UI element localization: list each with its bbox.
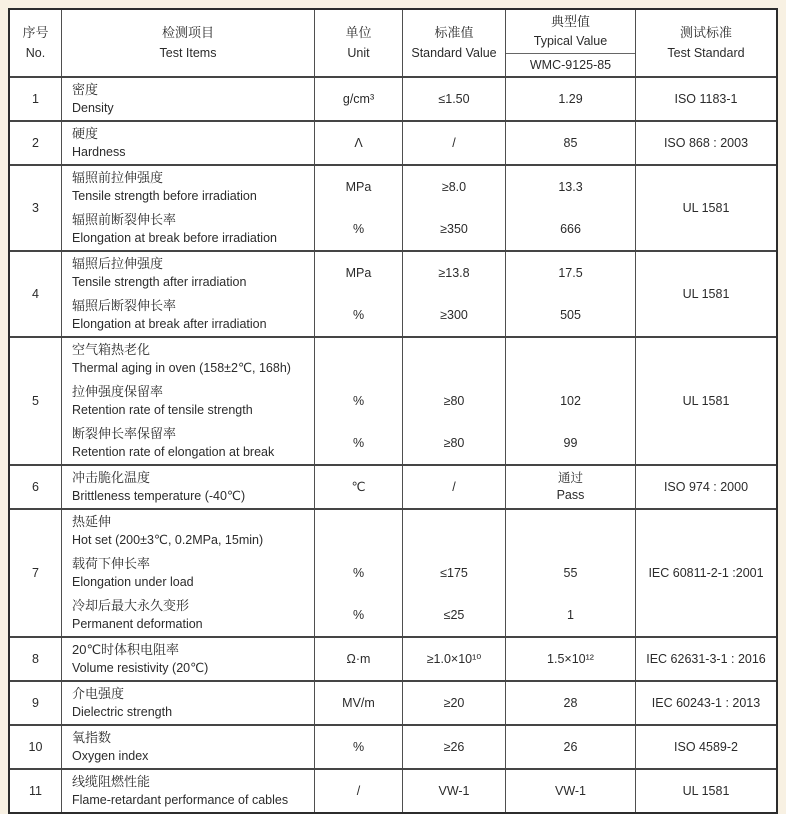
standard-value [403,338,506,380]
test-item-en: Tensile strength after irradiation [72,275,247,289]
standard-value: ≥1.0×10¹⁰ [403,638,506,680]
standard-value: / [403,122,506,164]
standard-value: ≤25 [403,594,506,636]
typical-value [506,510,636,552]
standard-value: ≥300 [403,294,506,336]
row-number: 10 [10,726,62,768]
test-item-cn: 空气箱热老化 [72,342,151,357]
typical-value: 85 [506,122,636,164]
test-standard-value: ISO 1183-1 [674,91,738,106]
test-standard-value: ISO 868 : 2003 [663,135,749,150]
typical-value: 102 [506,380,636,422]
standard-value: ≥80 [403,422,506,464]
table-row [10,508,776,636]
typical-value: 1 [506,594,636,636]
test-standard-value: IEC 60811-2-1 :2001 [648,565,764,580]
test-item-en: Thermal aging in oven (158±2℃, 168h) [72,361,291,375]
typical-value: VW-1 [506,770,636,812]
header-test-standard-cn: 测试标准 [679,25,732,40]
unit-value: g/cm³ [315,78,403,120]
header-standard-value-cn: 标准值 [434,25,474,40]
header-typical-value-top [506,10,635,53]
test-item-en: Elongation at break after irradiation [72,317,267,331]
test-item-en: Retention rate of elongation at break [72,445,275,459]
test-item-en: Flame-retardant performance of cables [72,793,289,807]
unit-value: Ω·m [315,638,403,680]
header-typical-value [506,10,636,76]
header-unit-cn: 单位 [345,25,372,40]
standard-value: ≥13.8 [403,252,506,294]
test-item-cn: 氧指数 [72,730,112,745]
unit-value: % [315,422,403,464]
standard-value [403,510,506,552]
table-row [10,680,776,724]
test-item-en: Density [72,101,114,115]
table-row [10,636,776,680]
unit-value [315,510,403,552]
test-item-cn: 辐照前拉伸强度 [72,170,164,185]
header-typical-value-cn: 典型值 [550,14,590,29]
row-number: 8 [10,638,62,680]
typical-value: 99 [506,422,636,464]
test-item-cn: 密度 [72,82,99,97]
test-item-cn: 辐照前断裂伸长率 [72,212,177,227]
typical-value-en: Pass [556,488,585,502]
table-row [10,336,776,464]
test-standard-value: UL 1581 [682,783,730,798]
table-row [10,120,776,164]
header-unit [315,10,403,76]
table-header-row [10,10,776,76]
row-number: 4 [10,252,62,336]
typical-value: 666 [506,208,636,250]
unit-value: MPa [315,166,403,208]
standard-value: ≤175 [403,552,506,594]
test-item-cn: 热延伸 [72,514,112,529]
test-item-en: Permanent deformation [72,617,203,631]
test-item-en: Volume resistivity (20℃) [72,661,209,675]
row-number: 11 [10,770,62,812]
test-item-en: Hardness [72,145,126,159]
header-standard-value-en: Standard Value [411,46,497,60]
test-standard-value: ISO 4589-2 [674,739,738,754]
test-item-en: Elongation at break before irradiation [72,231,277,245]
table-row [10,724,776,768]
typical-value: 28 [506,682,636,724]
row-number: 3 [10,166,62,250]
test-item-en: Brittleness temperature (-40℃) [72,489,246,503]
test-standard-value: IEC 60243-1 : 2013 [651,695,761,710]
test-standard-value: UL 1581 [682,393,730,408]
standard-value: ≤1.50 [403,78,506,120]
test-item-cn: 介电强度 [72,686,125,701]
unit-value: % [315,726,403,768]
unit-value [315,338,403,380]
unit-value: MPa [315,252,403,294]
typical-value: 13.3 [506,166,636,208]
standard-value: ≥20 [403,682,506,724]
test-item-cn: 拉伸强度保留率 [72,384,164,399]
table-row [10,464,776,508]
table-row [10,250,776,336]
header-typical-value-en: Typical Value [533,34,608,48]
unit-value: / [315,770,403,812]
test-standard-value: IEC 62631-3-1 : 2016 [646,651,766,666]
test-item-en: Hot set (200±3℃, 0.2MPa, 15min) [72,533,264,547]
standard-value: VW-1 [403,770,506,812]
test-item-cn: 硬度 [72,126,99,141]
unit-value: % [315,294,403,336]
unit-value: Λ [315,122,403,164]
header-test-items-cn: 检测项目 [161,25,214,40]
standard-value: ≥26 [403,726,506,768]
header-no-en: No. [25,46,46,60]
table-row [10,76,776,120]
row-number: 5 [10,338,62,464]
unit-value: % [315,594,403,636]
row-number: 2 [10,122,62,164]
typical-value-cn: 通过 [557,471,583,485]
unit-value: % [315,208,403,250]
header-test-items [62,10,315,76]
typical-value: 17.5 [506,252,636,294]
test-item-cn: 线缆阻燃性能 [72,774,151,789]
header-test-standard-en: Test Standard [667,46,745,60]
header-test-standard [636,10,776,76]
test-item-cn: 断裂伸长率保留率 [72,426,177,441]
test-item-en: Tensile strength before irradiation [72,189,257,203]
standard-value: ≥80 [403,380,506,422]
typical-value [506,466,636,508]
test-item-cn: 冷却后最大永久变形 [72,598,190,613]
typical-value: 26 [506,726,636,768]
test-standard-value: ISO 974 : 2000 [663,479,749,494]
unit-value: % [315,552,403,594]
test-item-cn: 20℃时体积电阻率 [72,642,180,657]
header-unit-en: Unit [347,46,370,60]
table-row [10,768,776,812]
typical-value: 1.5×10¹² [506,638,636,680]
header-no-cn: 序号 [22,25,49,40]
spec-table [8,8,778,814]
standard-value: ≥8.0 [403,166,506,208]
standard-value: ≥350 [403,208,506,250]
row-number: 9 [10,682,62,724]
test-item-cn: 冲击脆化温度 [72,470,151,485]
table-row [10,164,776,250]
header-typical-grade: WMC-9125-85 [506,53,635,76]
test-item-cn: 辐照后拉伸强度 [72,256,164,271]
header-test-items-en: Test Items [159,46,217,60]
test-item-en: Oxygen index [72,749,149,763]
test-item-en: Dielectric strength [72,705,173,719]
test-item-en: Elongation under load [72,575,194,589]
header-mid [62,10,636,76]
row-number: 1 [10,78,62,120]
unit-value: % [315,380,403,422]
unit-value: ℃ [315,466,403,508]
typical-value [506,338,636,380]
header-no [10,10,62,76]
standard-value: / [403,466,506,508]
typical-value: 505 [506,294,636,336]
test-standard-value: UL 1581 [682,200,730,215]
row-number: 7 [10,510,62,636]
test-item-en: Retention rate of tensile strength [72,403,253,417]
typical-value: 55 [506,552,636,594]
row-number: 6 [10,466,62,508]
header-standard-value [403,10,506,76]
test-standard-value: UL 1581 [682,286,730,301]
typical-value: 1.29 [506,78,636,120]
test-item-cn: 辐照后断裂伸长率 [72,298,177,313]
test-item-cn: 载荷下伸长率 [72,556,151,571]
unit-value: MV/m [315,682,403,724]
